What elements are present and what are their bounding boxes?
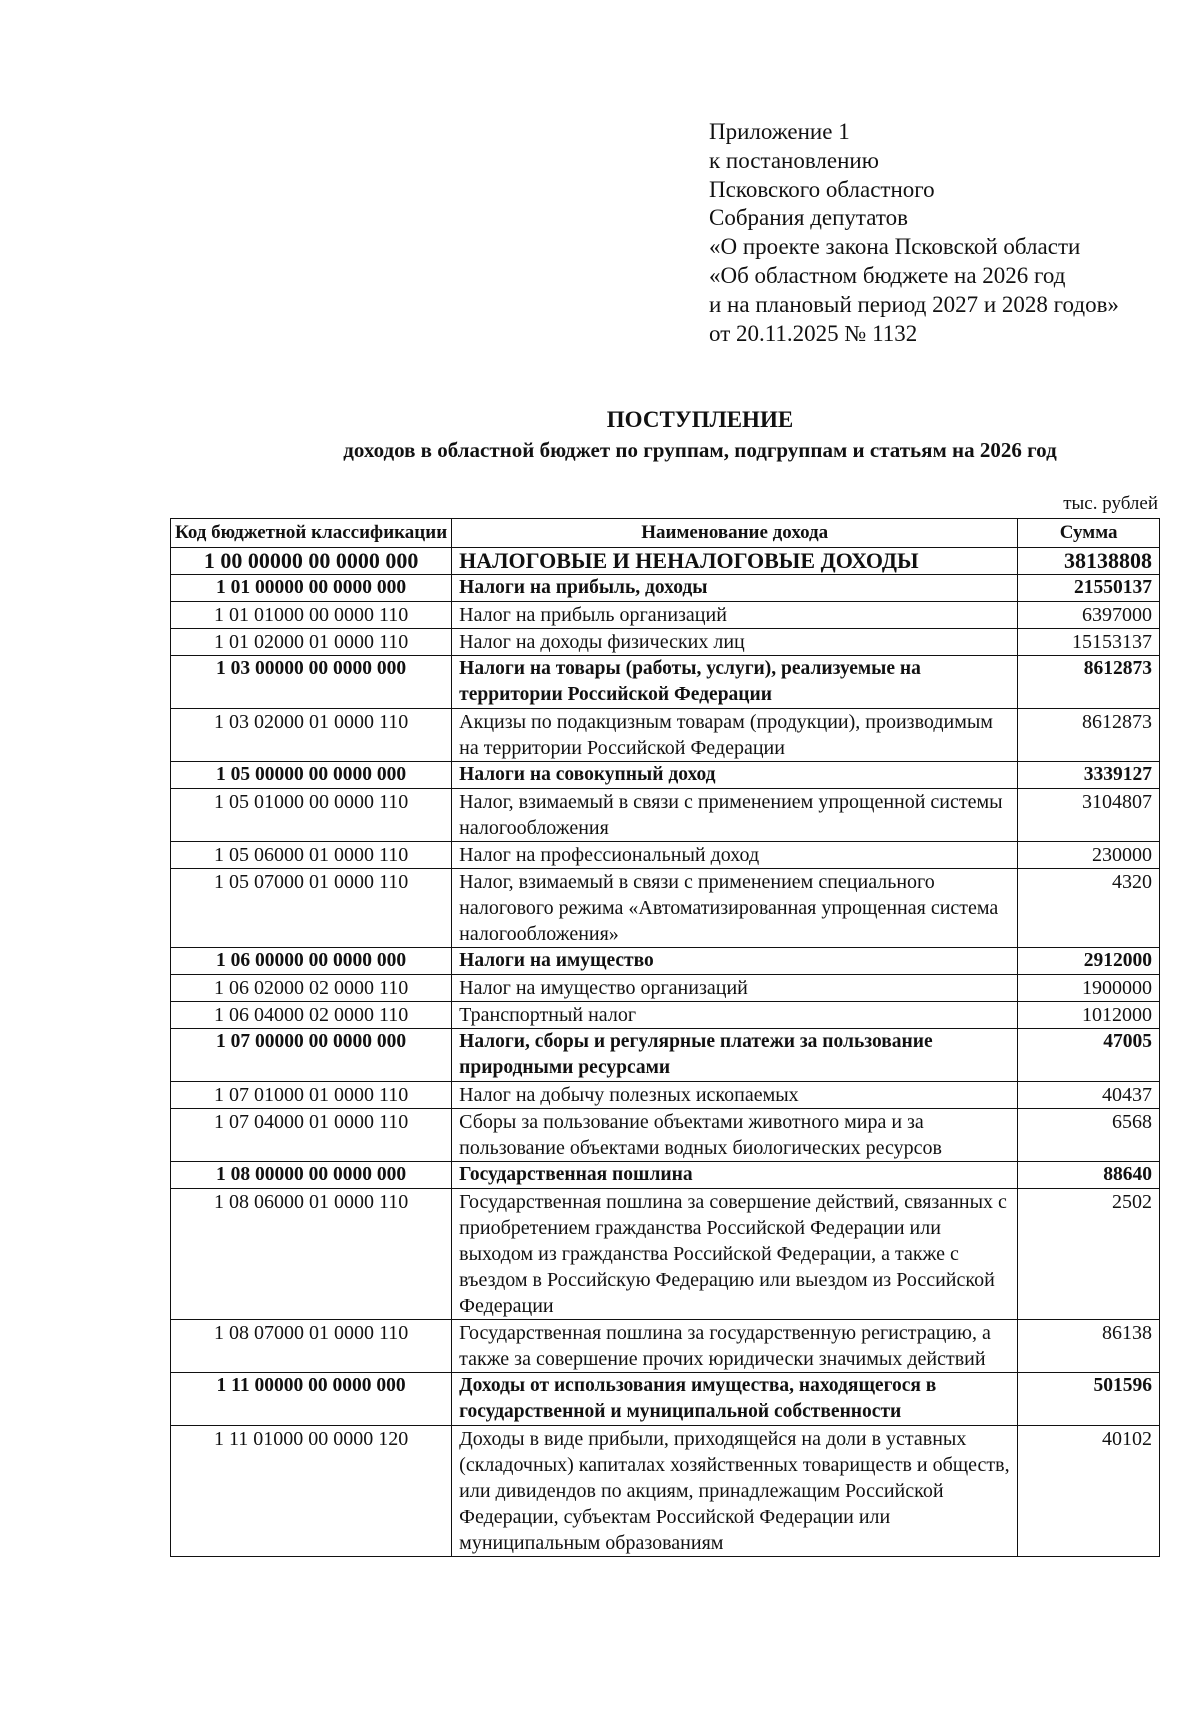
row-code: 1 05 00000 00 0000 000: [171, 762, 452, 789]
table-row: [171, 548, 1160, 575]
row-sum: 15153137: [1018, 629, 1160, 656]
annex-line: Собрания депутатов: [709, 205, 908, 231]
row-sum: 6568: [1018, 1109, 1160, 1162]
row-name: Государственная пошлина за государственную регистрацию, а также за совершение прочих юридически значимых действий: [452, 1320, 1018, 1373]
table-row: [171, 1029, 1160, 1082]
row-code: 1 07 00000 00 0000 000: [171, 1029, 452, 1082]
table-row: [171, 629, 1160, 656]
table-row: [171, 789, 1160, 842]
table-row: [171, 762, 1160, 789]
row-code: 1 00 00000 00 0000 000: [171, 548, 452, 575]
table-row: [171, 1162, 1160, 1189]
table-row: [171, 656, 1160, 709]
row-code: 1 06 04000 02 0000 110: [171, 1002, 452, 1029]
row-name: Налоги на товары (работы, услуги), реализуемые на территории Российской Федерации: [452, 656, 1018, 709]
row-sum: 1012000: [1018, 1002, 1160, 1029]
table-row: [171, 709, 1160, 762]
table-row: [171, 1082, 1160, 1109]
row-code: 1 11 00000 00 0000 000: [171, 1373, 452, 1426]
row-code: 1 01 00000 00 0000 000: [171, 575, 452, 602]
row-sum: 8612873: [1018, 709, 1160, 762]
row-code: 1 08 06000 01 0000 110: [171, 1189, 452, 1320]
row-sum: 6397000: [1018, 602, 1160, 629]
annex-line: и на плановый период 2027 и 2028 годов»: [709, 291, 1119, 317]
row-name: Акцизы по подакцизным товарам (продукции), производимым на территории Российской Федерации: [452, 709, 1018, 762]
row-sum: 501596: [1018, 1373, 1160, 1426]
annex-block: [709, 118, 1119, 348]
row-code: 1 07 01000 01 0000 110: [171, 1082, 452, 1109]
row-code: 1 05 01000 00 0000 110: [171, 789, 452, 842]
row-code: 1 01 02000 01 0000 110: [171, 629, 452, 656]
table-row: [171, 1426, 1160, 1557]
table-row: [171, 1373, 1160, 1426]
row-sum: 88640: [1018, 1162, 1160, 1189]
row-code: 1 05 06000 01 0000 110: [171, 842, 452, 869]
annex-line: «О проекте закона Псковской области: [709, 234, 1081, 260]
row-name: Сборы за пользование объектами животного мира и за пользование объектами водных биологических ресурсов: [452, 1109, 1018, 1162]
row-code: 1 06 00000 00 0000 000: [171, 948, 452, 975]
annex-line: «Об областном бюджете на 2026 год: [709, 262, 1066, 288]
table-row: [171, 842, 1160, 869]
row-sum: 230000: [1018, 842, 1160, 869]
row-name: Налог на прибыль организаций: [452, 602, 1018, 629]
row-sum: 3104807: [1018, 789, 1160, 842]
row-sum: 86138: [1018, 1320, 1160, 1373]
row-name: Доходы в виде прибыли, приходящейся на доли в уставных (складочных) капиталах хозяйственных товариществ и обществ, или дивидендов по акциям, принадлежащим Российской Федерации, субъектам Российской Федерации или муниципальным образованиям: [452, 1426, 1018, 1557]
table-row: [171, 1109, 1160, 1162]
row-code: 1 08 00000 00 0000 000: [171, 1162, 452, 1189]
header-code: Код бюджетной классификации: [171, 519, 452, 548]
document-title: ПОСТУПЛЕНИЕ: [606, 407, 794, 432]
row-name: Налоги, сборы и регулярные платежи за пользование природными ресурсами: [452, 1029, 1018, 1082]
row-name: Налог на добычу полезных ископаемых: [452, 1082, 1018, 1109]
row-sum: 2912000: [1018, 948, 1160, 975]
row-sum: 47005: [1018, 1029, 1160, 1082]
row-sum: 1900000: [1018, 975, 1160, 1002]
row-sum: 21550137: [1018, 575, 1160, 602]
row-code: 1 08 07000 01 0000 110: [171, 1320, 452, 1373]
row-sum: 2502: [1018, 1189, 1160, 1320]
row-name: Налоги на имущество: [452, 948, 1018, 975]
annex-line: от 20.11.2025 № 1132: [709, 320, 918, 346]
row-name: Налоги на прибыль, доходы: [452, 575, 1018, 602]
row-code: 1 06 02000 02 0000 110: [171, 975, 452, 1002]
annex-line: Псковского областного: [709, 176, 935, 202]
table-row: [171, 948, 1160, 975]
table-row: [171, 1320, 1160, 1373]
table-row: [171, 575, 1160, 602]
table-header-row: [171, 519, 1160, 548]
row-name: Государственная пошлина за совершение действий, связанных с приобретением гражданства Российской Федерации или выходом из гражданства Российской Федерации, а также с въездом в Российскую Федерацию или выездом из Российской Федерации: [452, 1189, 1018, 1320]
table-row: [171, 1002, 1160, 1029]
row-name: Налог, взимаемый в связи с применением упрощенной системы налогообложения: [452, 789, 1018, 842]
row-sum: 40437: [1018, 1082, 1160, 1109]
annex-line: Приложение 1: [709, 119, 850, 144]
row-name: Налоги на совокупный доход: [452, 762, 1018, 789]
row-code: 1 11 01000 00 0000 120: [171, 1426, 452, 1557]
header-name: Наименование дохода: [452, 519, 1018, 548]
row-name: Налог на доходы физических лиц: [452, 629, 1018, 656]
row-name: НАЛОГОВЫЕ И НЕНАЛОГОВЫЕ ДОХОДЫ: [452, 548, 1018, 575]
row-name: Налог на профессиональный доход: [452, 842, 1018, 869]
row-sum: 8612873: [1018, 656, 1160, 709]
table-body: [171, 548, 1160, 1557]
row-code: 1 07 04000 01 0000 110: [171, 1109, 452, 1162]
document-subtitle: доходов в областной бюджет по группам, подгруппам и статьям на 2026 год: [343, 438, 1057, 462]
row-sum: 3339127: [1018, 762, 1160, 789]
row-sum: 40102: [1018, 1426, 1160, 1557]
annex-line: к постановлению: [709, 147, 879, 173]
table-row: [171, 869, 1160, 948]
row-name: Налог на имущество организаций: [452, 975, 1018, 1002]
row-name: Доходы от использования имущества, находящегося в государственной и муниципальной собственности: [452, 1373, 1018, 1426]
row-code: 1 05 07000 01 0000 110: [171, 869, 452, 948]
row-code: 1 01 01000 00 0000 110: [171, 602, 452, 629]
units-label: тыс. рублей: [1063, 493, 1158, 514]
row-sum: 38138808: [1018, 548, 1160, 575]
row-name: Государственная пошлина: [452, 1162, 1018, 1189]
header-sum: Сумма: [1018, 519, 1160, 548]
table-row: [171, 1189, 1160, 1320]
table-row: [171, 602, 1160, 629]
income-table: [170, 518, 1160, 1557]
table-row: [171, 975, 1160, 1002]
row-code: 1 03 00000 00 0000 000: [171, 656, 452, 709]
row-name: Транспортный налог: [452, 1002, 1018, 1029]
row-code: 1 03 02000 01 0000 110: [171, 709, 452, 762]
row-name: Налог, взимаемый в связи с применением специального налогового режима «Автоматизированная упрощенная система налогообложения»: [452, 869, 1018, 948]
row-sum: 4320: [1018, 869, 1160, 948]
